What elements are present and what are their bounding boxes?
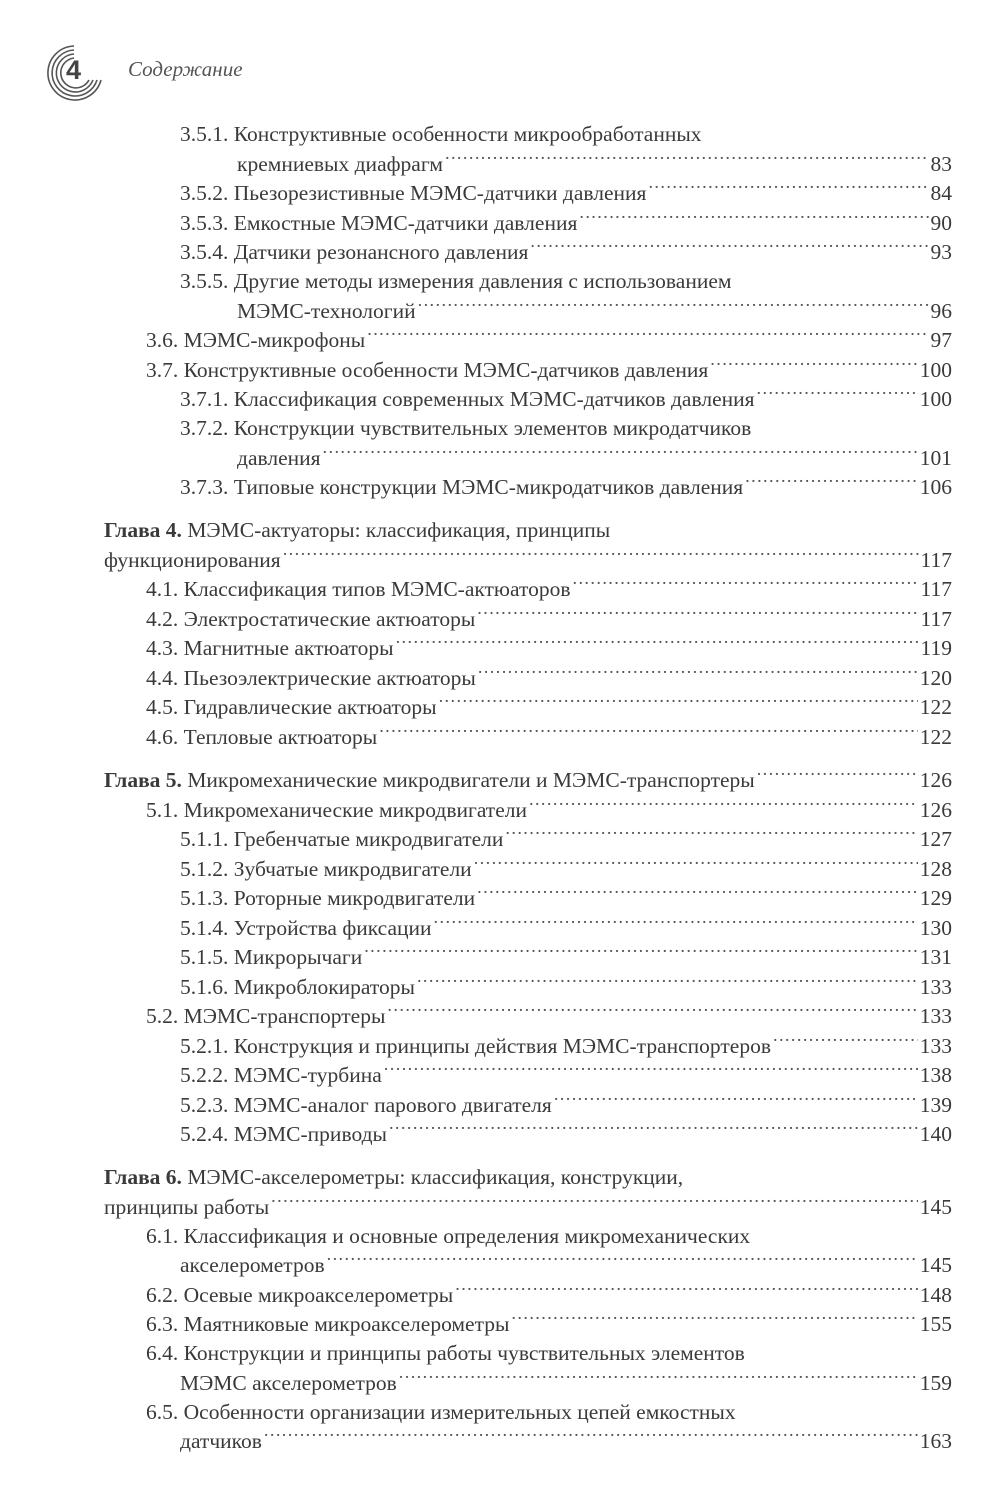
toc-entry[interactable] bbox=[104, 267, 952, 326]
section-title: Типовые конструкции МЭМС-микродатчиков давления bbox=[233, 475, 744, 499]
toc-entry-title bbox=[146, 575, 570, 604]
toc-entry-line bbox=[180, 884, 952, 914]
page-number-ref: 126 bbox=[919, 768, 952, 792]
toc-entry-title bbox=[146, 664, 476, 693]
section-number: 4.3. bbox=[146, 636, 179, 660]
section-title: Конструкции и принципы работы чувствительных элементов bbox=[183, 1341, 745, 1365]
toc-entry[interactable] bbox=[104, 1398, 952, 1457]
section-title-continuation: МЭМС акселерометров bbox=[180, 1370, 397, 1395]
dot-leader bbox=[579, 208, 928, 230]
section-number: 3.7.2. bbox=[180, 416, 229, 440]
section-number: 6.3. bbox=[146, 1312, 179, 1336]
toc-entry-continuation-line bbox=[146, 1427, 952, 1457]
dot-leader bbox=[283, 545, 919, 567]
section-title: Пьезоэлектрические актюаторы bbox=[183, 665, 476, 690]
chapter-label: Глава 4. bbox=[104, 518, 182, 542]
toc-entry-line bbox=[180, 120, 952, 149]
dot-leader bbox=[572, 575, 918, 597]
section-title: Датчики резонансного давления bbox=[233, 240, 529, 264]
toc-entry-title bbox=[180, 267, 732, 296]
toc-entry-title bbox=[180, 1061, 382, 1090]
toc-entry[interactable] bbox=[104, 913, 952, 943]
toc-chapter-entry[interactable] bbox=[104, 1163, 952, 1222]
section-title: МЭМС-актуаторы: классификация, принципы bbox=[187, 518, 611, 542]
section-number: 5.2. bbox=[146, 1004, 179, 1028]
page-number-ref: 117 bbox=[920, 577, 952, 601]
toc-entry-title bbox=[180, 209, 577, 238]
section-title: Гидравлические актюаторы bbox=[183, 695, 437, 719]
section-title: Емкостные МЭМС-датчики давления bbox=[233, 210, 578, 235]
section-title-continuation: кремниевых диафрагм bbox=[237, 151, 443, 176]
section-title: Другие методы измерения давления с использованием bbox=[233, 269, 732, 293]
dot-leader bbox=[434, 913, 918, 935]
dot-leader bbox=[710, 355, 917, 377]
page-number-ref: 133 bbox=[919, 974, 952, 999]
section-title-continuation: датчиков bbox=[180, 1429, 262, 1453]
toc-entry[interactable] bbox=[104, 1002, 952, 1032]
page-number-ref: 93 bbox=[930, 240, 952, 264]
dot-leader bbox=[757, 766, 918, 788]
toc-entry[interactable] bbox=[104, 722, 952, 752]
dot-leader bbox=[455, 1280, 918, 1302]
toc-entry-line bbox=[180, 385, 952, 415]
toc-entry[interactable] bbox=[104, 1090, 952, 1120]
section-title: Классификация современных МЭМС-датчиков давления bbox=[233, 387, 755, 411]
toc-entry-title bbox=[180, 973, 415, 1002]
page-number-badge bbox=[44, 40, 104, 106]
toc-entry-title bbox=[180, 855, 472, 884]
section-number: 3.5.3. bbox=[180, 210, 229, 235]
toc-entry-line bbox=[146, 663, 952, 693]
section-title: Классификация типов МЭМС-актюаторов bbox=[183, 577, 571, 601]
section-title: Маятниковые микроакселерометры bbox=[183, 1312, 510, 1336]
section-number: 3.7. bbox=[146, 357, 179, 382]
toc-entry[interactable] bbox=[104, 795, 952, 825]
dot-leader bbox=[364, 943, 918, 965]
page-number-ref: 148 bbox=[919, 1282, 952, 1307]
section-number: 5.2.3. bbox=[180, 1092, 229, 1117]
toc-entry[interactable] bbox=[104, 604, 952, 634]
toc-entry-line bbox=[146, 355, 952, 385]
section-title: МЭМС-аналог парового двигателя bbox=[233, 1092, 552, 1117]
section-title: Магнитные актюаторы bbox=[183, 636, 394, 660]
section-number: 4.4. bbox=[146, 665, 179, 690]
toc-entry-title bbox=[180, 1032, 771, 1061]
page-number-ref: 130 bbox=[919, 915, 952, 940]
toc-entry-title bbox=[180, 825, 503, 854]
toc-entry-title bbox=[180, 120, 702, 149]
toc-entry-continuation-line bbox=[180, 149, 952, 179]
toc-entry-title bbox=[180, 414, 751, 443]
page-number-ref: 140 bbox=[919, 1122, 952, 1146]
page-number-ref: 129 bbox=[919, 886, 952, 910]
page-number-ref: 122 bbox=[919, 695, 952, 719]
section-number: 5.1.4. bbox=[180, 915, 229, 940]
toc-entry-title bbox=[180, 914, 432, 943]
section-number: 5.2.2. bbox=[180, 1063, 229, 1087]
toc-entry-title bbox=[180, 385, 755, 414]
section-title: Тепловые актюаторы bbox=[183, 724, 378, 749]
section-title-continuation: функционирования bbox=[104, 547, 281, 572]
section-title: МЭМС-микрофоны bbox=[183, 328, 366, 352]
page-number-ref: 139 bbox=[919, 1092, 952, 1117]
page-number-ref: 122 bbox=[919, 724, 952, 749]
page-number-ref: 83 bbox=[930, 151, 952, 176]
section-title: Электростатические актюаторы bbox=[183, 606, 476, 631]
toc-entry-continuation-line bbox=[146, 1368, 952, 1398]
section-title: Конструктивные особенности микрообработанных bbox=[233, 122, 702, 146]
dot-leader bbox=[477, 884, 918, 906]
section-title: Устройства фиксации bbox=[233, 915, 432, 940]
toc-entry-continuation-line bbox=[104, 545, 952, 575]
toc-entry-line bbox=[146, 1339, 952, 1368]
section-number: 3.5.1. bbox=[180, 122, 229, 146]
page-number-ref: 138 bbox=[919, 1063, 952, 1087]
page-number-ref: 133 bbox=[919, 1033, 952, 1058]
page-number-ref: 117 bbox=[920, 606, 952, 631]
page-number-ref: 155 bbox=[919, 1312, 952, 1336]
toc-entry-title bbox=[180, 943, 362, 972]
toc-entry-line bbox=[104, 516, 952, 545]
toc-entry[interactable] bbox=[104, 663, 952, 693]
dot-leader bbox=[529, 795, 918, 817]
toc-entry-title bbox=[180, 884, 475, 913]
dot-leader bbox=[399, 1368, 918, 1390]
toc-entry-line bbox=[146, 326, 952, 356]
toc-entry-title bbox=[180, 179, 646, 208]
toc-entry-title bbox=[146, 605, 475, 634]
toc-entry-title bbox=[146, 1002, 385, 1031]
section-number: 6.2. bbox=[146, 1282, 179, 1307]
toc-entry-line bbox=[180, 972, 952, 1002]
toc-entry[interactable] bbox=[104, 575, 952, 605]
toc-entry-line bbox=[180, 825, 952, 855]
toc-entry-line bbox=[180, 1061, 952, 1091]
section-number: 4.5. bbox=[146, 695, 179, 719]
toc-entry-line bbox=[180, 854, 952, 884]
dot-leader bbox=[439, 693, 918, 715]
section-title: Микрорычаги bbox=[233, 945, 363, 969]
toc-entry-line bbox=[180, 913, 952, 943]
toc-entry[interactable] bbox=[104, 693, 952, 723]
dot-leader bbox=[367, 326, 928, 348]
page-number-ref: 133 bbox=[919, 1004, 952, 1028]
section-title: Конструктивные особенности МЭМС-датчиков давления bbox=[183, 357, 709, 382]
toc-entry-line bbox=[180, 473, 952, 503]
toc-entry[interactable] bbox=[104, 943, 952, 973]
toc-entry-line bbox=[146, 1398, 952, 1427]
toc-entry-line bbox=[146, 575, 952, 605]
section-title: Роторные микродвигатели bbox=[233, 886, 476, 910]
section-title: Конструкция и принципы действия МЭМС-транспортеров bbox=[233, 1033, 771, 1058]
section-title: МЭМС-акселерометры: классификация, конструкции, bbox=[187, 1165, 684, 1189]
toc-entry-title bbox=[104, 516, 610, 545]
section-title-continuation: акселерометров bbox=[180, 1253, 325, 1277]
page-number: 4 bbox=[66, 55, 82, 85]
section-number: 3.5.4. bbox=[180, 240, 229, 264]
toc-entry[interactable] bbox=[104, 1061, 952, 1091]
section-number: 4.6. bbox=[146, 724, 179, 749]
toc-entry[interactable] bbox=[104, 208, 952, 238]
dot-leader bbox=[417, 972, 918, 994]
section-number: 5.1.2. bbox=[180, 856, 229, 881]
section-number: 3.7.3. bbox=[180, 475, 229, 499]
toc-entry[interactable] bbox=[104, 120, 952, 179]
toc-entry-line bbox=[146, 1280, 952, 1310]
page-number-ref: 90 bbox=[930, 210, 952, 235]
toc-entry-line bbox=[180, 267, 952, 296]
toc-entry-title bbox=[146, 1339, 745, 1368]
section-number: 3.5.2. bbox=[180, 181, 229, 205]
page-number-ref: 120 bbox=[919, 665, 952, 690]
toc-entry-line bbox=[146, 1222, 952, 1251]
section-title-continuation: принципы работы bbox=[104, 1194, 270, 1219]
toc-entry-line bbox=[180, 943, 952, 973]
section-number: 5.1.5. bbox=[180, 945, 229, 969]
section-number: 6.5. bbox=[146, 1399, 179, 1424]
toc-entry-title bbox=[146, 1222, 750, 1251]
dot-leader bbox=[477, 604, 918, 626]
dot-leader bbox=[511, 1310, 917, 1332]
toc-entry-line bbox=[104, 766, 952, 796]
dot-leader bbox=[505, 825, 917, 847]
dot-leader bbox=[418, 296, 929, 318]
toc-entry-line bbox=[146, 722, 952, 752]
toc-entry-title bbox=[146, 1310, 509, 1339]
chapter-label: Глава 6. bbox=[104, 1165, 182, 1189]
page-number-ref: 163 bbox=[919, 1429, 952, 1453]
toc-entry[interactable] bbox=[104, 414, 952, 473]
toc-entry[interactable] bbox=[104, 884, 952, 914]
section-title: Микромеханические микродвигатели и МЭМС-транспортеры bbox=[187, 768, 755, 792]
page-number-ref: 131 bbox=[919, 945, 952, 969]
toc-entry-line bbox=[146, 604, 952, 634]
dot-leader bbox=[554, 1090, 918, 1112]
toc-entry-title bbox=[146, 326, 365, 355]
page-number-ref: 145 bbox=[919, 1253, 952, 1277]
section-title: Микромеханические микродвигатели bbox=[183, 797, 527, 822]
toc-entry-title bbox=[146, 1398, 736, 1427]
section-number: 5.1. bbox=[146, 797, 179, 822]
dot-leader bbox=[384, 1061, 918, 1083]
toc-entry-line bbox=[146, 693, 952, 723]
page-number-ref: 127 bbox=[919, 827, 952, 851]
toc-entry-line bbox=[146, 795, 952, 825]
page-number-ref: 145 bbox=[919, 1194, 952, 1219]
page-number-ref: 100 bbox=[919, 357, 952, 382]
toc-entry-line bbox=[180, 1031, 952, 1061]
toc-entry-continuation-line bbox=[180, 296, 952, 326]
section-title: Микроблокираторы bbox=[233, 974, 415, 999]
dot-leader bbox=[745, 473, 918, 495]
section-number: 4.2. bbox=[146, 606, 179, 631]
toc-entry-title bbox=[146, 356, 708, 385]
toc-entry-line bbox=[180, 179, 952, 209]
page-number-ref: 117 bbox=[920, 547, 952, 572]
toc-entry-continuation-line bbox=[146, 1251, 952, 1281]
toc-entry[interactable] bbox=[104, 1222, 952, 1281]
toc-entry-title bbox=[180, 1091, 552, 1120]
page-number-ref: 101 bbox=[919, 445, 952, 470]
section-title: Гребенчатые микродвигатели bbox=[233, 827, 504, 851]
toc-entry[interactable] bbox=[104, 1031, 952, 1061]
toc-entry[interactable] bbox=[104, 355, 952, 385]
section-title: МЭМС-транспортеры bbox=[183, 1004, 386, 1028]
toc-entry[interactable] bbox=[104, 385, 952, 415]
page-number-ref: 159 bbox=[919, 1370, 952, 1395]
section-title: Пьезорезистивные МЭМС-датчики давления bbox=[233, 181, 647, 205]
running-title: Содержание bbox=[128, 56, 243, 81]
section-number: 3.6. bbox=[146, 328, 179, 352]
toc-entry-line bbox=[180, 414, 952, 443]
dot-leader bbox=[389, 1120, 918, 1142]
toc-entry-continuation-line bbox=[180, 443, 952, 473]
dot-leader bbox=[387, 1002, 917, 1024]
toc-entry[interactable] bbox=[104, 1120, 952, 1150]
toc-entry-title bbox=[146, 796, 527, 825]
toc-entry[interactable] bbox=[104, 238, 952, 268]
section-number: 5.2.1. bbox=[180, 1033, 229, 1058]
page-number-ref: 119 bbox=[920, 636, 952, 660]
toc-entry-line bbox=[146, 1002, 952, 1032]
section-title-continuation: давления bbox=[237, 445, 321, 470]
table-of-contents bbox=[104, 120, 952, 1456]
section-number: 6.1. bbox=[146, 1223, 179, 1248]
toc-entry[interactable] bbox=[104, 179, 952, 209]
dot-leader bbox=[264, 1427, 918, 1449]
toc-entry[interactable] bbox=[104, 854, 952, 884]
page-number-ref: 106 bbox=[919, 475, 952, 499]
section-number: 5.1.3. bbox=[180, 886, 229, 910]
section-title-continuation: МЭМС-технологий bbox=[237, 298, 416, 323]
dot-leader bbox=[445, 149, 929, 171]
section-number: 3.5.5. bbox=[180, 269, 229, 293]
section-title: Зубчатые микродвигатели bbox=[233, 856, 472, 881]
dot-leader bbox=[396, 634, 919, 656]
toc-entry-title bbox=[146, 634, 394, 663]
dot-leader bbox=[773, 1031, 918, 1053]
section-number: 5.1.1. bbox=[180, 827, 229, 851]
toc-entry[interactable] bbox=[104, 1280, 952, 1310]
page-number-ref: 84 bbox=[930, 181, 952, 205]
toc-entry-line bbox=[180, 1090, 952, 1120]
chapter-label: Глава 5. bbox=[104, 768, 182, 792]
toc-entry-title bbox=[104, 766, 755, 795]
dot-leader bbox=[757, 385, 918, 407]
page-number-ref: 128 bbox=[919, 856, 952, 881]
toc-entry[interactable] bbox=[104, 634, 952, 664]
toc-entry-title bbox=[146, 723, 377, 752]
toc-entry[interactable] bbox=[104, 1310, 952, 1340]
dot-leader bbox=[648, 179, 928, 201]
dot-leader bbox=[323, 443, 918, 465]
section-title: Классификация и основные определения микромеханических bbox=[183, 1223, 751, 1248]
dot-leader bbox=[327, 1251, 918, 1273]
dot-leader bbox=[474, 854, 918, 876]
toc-entry[interactable] bbox=[104, 1339, 952, 1398]
section-title: Осевые микроакселерометры bbox=[183, 1282, 454, 1307]
dot-leader bbox=[478, 663, 918, 685]
dot-leader bbox=[530, 238, 928, 260]
page-number-ref: 97 bbox=[930, 328, 952, 352]
toc-chapter-entry[interactable] bbox=[104, 766, 952, 796]
section-title: Особенности организации измерительных цепей емкостных bbox=[183, 1399, 736, 1424]
page-number-ref: 126 bbox=[919, 797, 952, 822]
page-number-ref: 96 bbox=[930, 298, 952, 323]
toc-entry-line bbox=[180, 208, 952, 238]
section-number: 3.7.1. bbox=[180, 387, 229, 411]
section-number: 4.1. bbox=[146, 577, 179, 601]
toc-entry[interactable] bbox=[104, 473, 952, 503]
section-title: Конструкции чувствительных элементов микродатчиков bbox=[233, 416, 752, 440]
section-number: 5.2.4. bbox=[180, 1122, 229, 1146]
dot-leader bbox=[271, 1192, 918, 1214]
section-number: 6.4. bbox=[146, 1341, 179, 1365]
toc-entry-title bbox=[146, 693, 437, 722]
toc-chapter-entry[interactable] bbox=[104, 516, 952, 575]
toc-entry-line bbox=[146, 1310, 952, 1340]
page-header bbox=[44, 38, 243, 108]
toc-entry[interactable] bbox=[104, 326, 952, 356]
toc-entry-continuation-line bbox=[104, 1192, 952, 1222]
toc-entry[interactable] bbox=[104, 972, 952, 1002]
section-title: МЭМС-турбина bbox=[233, 1063, 382, 1087]
toc-entry-title bbox=[146, 1281, 453, 1310]
toc-entry-line bbox=[104, 1163, 952, 1192]
toc-entry-title bbox=[104, 1163, 683, 1192]
toc-entry-line bbox=[180, 238, 952, 268]
dot-leader bbox=[379, 722, 918, 744]
toc-entry-title bbox=[180, 1120, 387, 1149]
toc-entry-title bbox=[180, 473, 743, 502]
toc-entry[interactable] bbox=[104, 825, 952, 855]
page-number-ref: 100 bbox=[919, 387, 952, 411]
section-number: 5.1.6. bbox=[180, 974, 229, 999]
toc-entry-title bbox=[180, 238, 528, 267]
section-title: МЭМС-приводы bbox=[233, 1122, 387, 1146]
toc-entry-line bbox=[180, 1120, 952, 1150]
toc-entry-line bbox=[146, 634, 952, 664]
